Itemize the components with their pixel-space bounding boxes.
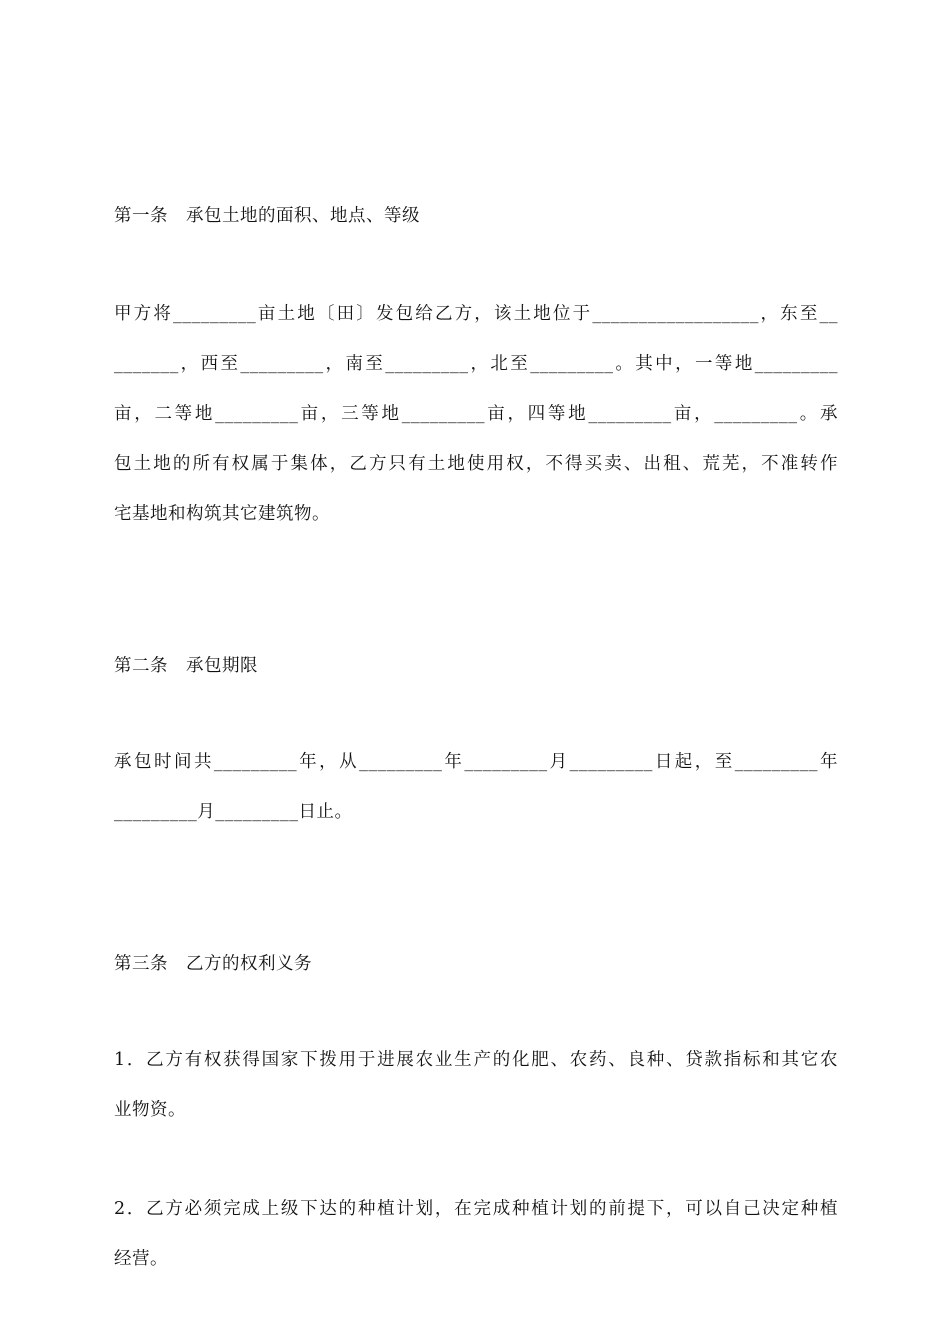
article-1-line: 宅基地和构筑其它建筑物。 (114, 504, 330, 524)
article-3-item-line: 业物资。 (114, 1100, 186, 1120)
article-1-line: 亩，二等地_________亩，三等地_________亩，四等地_________亩，_________。承 (114, 404, 838, 424)
article-1-line: 包土地的所有权属于集体，乙方只有土地使用权，不得买卖、出租、荒芜，不准转作 (114, 454, 838, 474)
article-3-item-line: 1．乙方有权获得国家下拨用于进展农业生产的化肥、农药、良种、贷款指标和其它农 (114, 1050, 838, 1070)
article-2-heading: 第二条 承包期限 (114, 656, 258, 676)
article-1-heading: 第一条 承包土地的面积、地点、等级 (114, 206, 420, 226)
article-3-heading: 第三条 乙方的权利义务 (114, 954, 312, 974)
article-1-line: 甲方将_________亩土地〔田〕发包给乙方，该土地位于__________________，东至__ (114, 304, 838, 324)
article-3-item-2 (114, 1184, 838, 1284)
article-2-body (114, 737, 838, 837)
article-1-line: _______，西至_________，南至_________，北至_________。其中，一等地_________ (114, 354, 838, 374)
article-3-item-line: 经营。 (114, 1249, 168, 1269)
article-3-item-1 (114, 1035, 838, 1135)
article-2-line: _________月_________日止。 (114, 802, 353, 822)
article-1-body (114, 289, 838, 539)
article-3-item-line: 2．乙方必须完成上级下达的种植计划，在完成种植计划的前提下，可以自己决定种植 (114, 1199, 838, 1219)
article-2-line: 承包时间共_________年，从_________年_________月_________日起，至_________年 (114, 752, 838, 772)
